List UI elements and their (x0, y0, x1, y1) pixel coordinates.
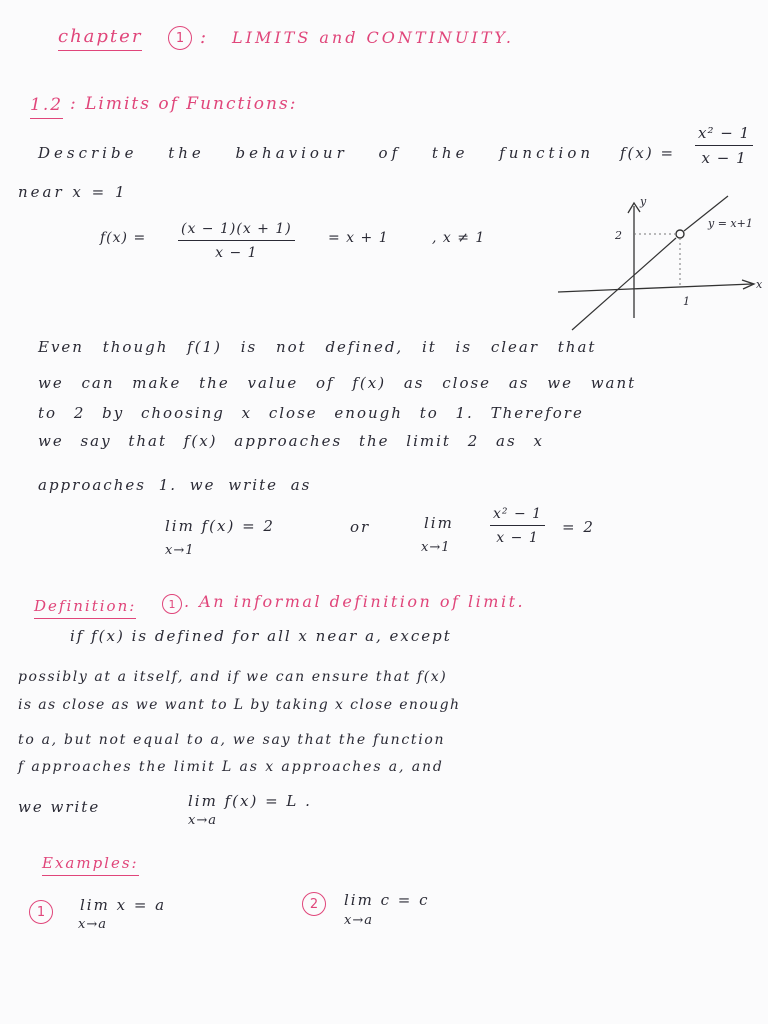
examples-label: Examples: (42, 856, 139, 871)
factor-rhs: = x + 1 (328, 230, 389, 246)
factor-numerator: (x − 1)(x + 1) (178, 222, 295, 241)
graph-x-tick: 1 (683, 295, 691, 308)
graph-y-label: y (640, 195, 648, 208)
graph-x-axis (558, 284, 752, 292)
example-2-circle: 2 (302, 892, 326, 916)
example-2-sub: x→a (344, 913, 373, 928)
limit-eq-2: lim (424, 514, 454, 532)
intro-fn-lhs: f(x) = (620, 144, 676, 162)
definition-formula-sub: x→a (188, 813, 217, 828)
paragraph-line-4: we say that f(x) approaches the limit 2 as x (38, 432, 544, 450)
example-1: lim x = a (80, 896, 167, 914)
example-1-circle: 1 (29, 900, 53, 924)
definition-title: . An informal definition of limit. (184, 592, 526, 611)
paragraph-line-1: Even though f(1) is not defined, it is clear that (38, 338, 597, 356)
definition-we-write: we write (18, 798, 101, 816)
chapter-colon: : (200, 27, 209, 48)
factor-condition: , x ≠ 1 (432, 230, 486, 246)
definition-formula: lim f(x) = L . (188, 792, 312, 810)
chapter-number-circle: 1 (168, 26, 192, 50)
graph-y-tick: 2 (615, 229, 623, 242)
section-title: : Limits of Functions: (70, 94, 298, 114)
graph-x-label: x (756, 278, 764, 291)
paragraph-line-2: we can make the value of f(x) as close as we want (38, 374, 637, 392)
definition-label: Definition: (34, 599, 136, 614)
intro-fraction-numerator: x² − 1 (695, 126, 753, 146)
intro-fraction-denominator: x − 1 (701, 149, 747, 167)
chapter-title: LIMITS and CONTINUITY. (232, 28, 514, 47)
example-2: lim c = c (344, 891, 430, 909)
limit-eq-1-sub: x→1 (165, 543, 195, 558)
definition-line-3: is as close as we want to L by taking x close enough (18, 697, 461, 713)
limit-eq-denominator: x − 1 (496, 530, 539, 546)
limit-eq-2-sub: x→1 (421, 540, 451, 555)
limit-eq-1: lim f(x) = 2 (165, 517, 275, 535)
paragraph-line-5: approaches 1. we write as (38, 476, 312, 494)
intro-line-1: Describe the behaviour of the function (38, 144, 595, 162)
limit-eq-numerator: x² − 1 (490, 507, 545, 526)
graph-line (572, 238, 676, 330)
section-number: 1.2 (30, 97, 63, 114)
paragraph-line-3: to 2 by choosing x close enough to 1. Therefore (38, 404, 584, 422)
definition-line-2: possibly at a itself, and if we can ensure that f(x) (18, 669, 448, 685)
definition-line-4: to a, but not equal to a, we say that the function (18, 732, 446, 748)
limit-eq-rhs: = 2 (562, 518, 595, 536)
definition-number-circle: 1 (162, 594, 182, 614)
factor-denominator: x − 1 (215, 245, 258, 261)
definition-line-1: if f(x) is defined for all x near a, except (70, 627, 452, 645)
intro-line-2: near x = 1 (18, 183, 128, 201)
graph-hole-point (676, 230, 684, 238)
chapter-label: chapter (58, 26, 142, 51)
example-1-sub: x→a (78, 917, 107, 932)
limit-eq-or: or (350, 518, 371, 536)
factor-lhs: f(x) = (100, 230, 147, 246)
definition-line-5: f approaches the limit L as x approaches a, and (18, 759, 444, 775)
graph-line-label: y = x+1 (708, 217, 753, 230)
limit-eq-fraction (490, 507, 545, 545)
